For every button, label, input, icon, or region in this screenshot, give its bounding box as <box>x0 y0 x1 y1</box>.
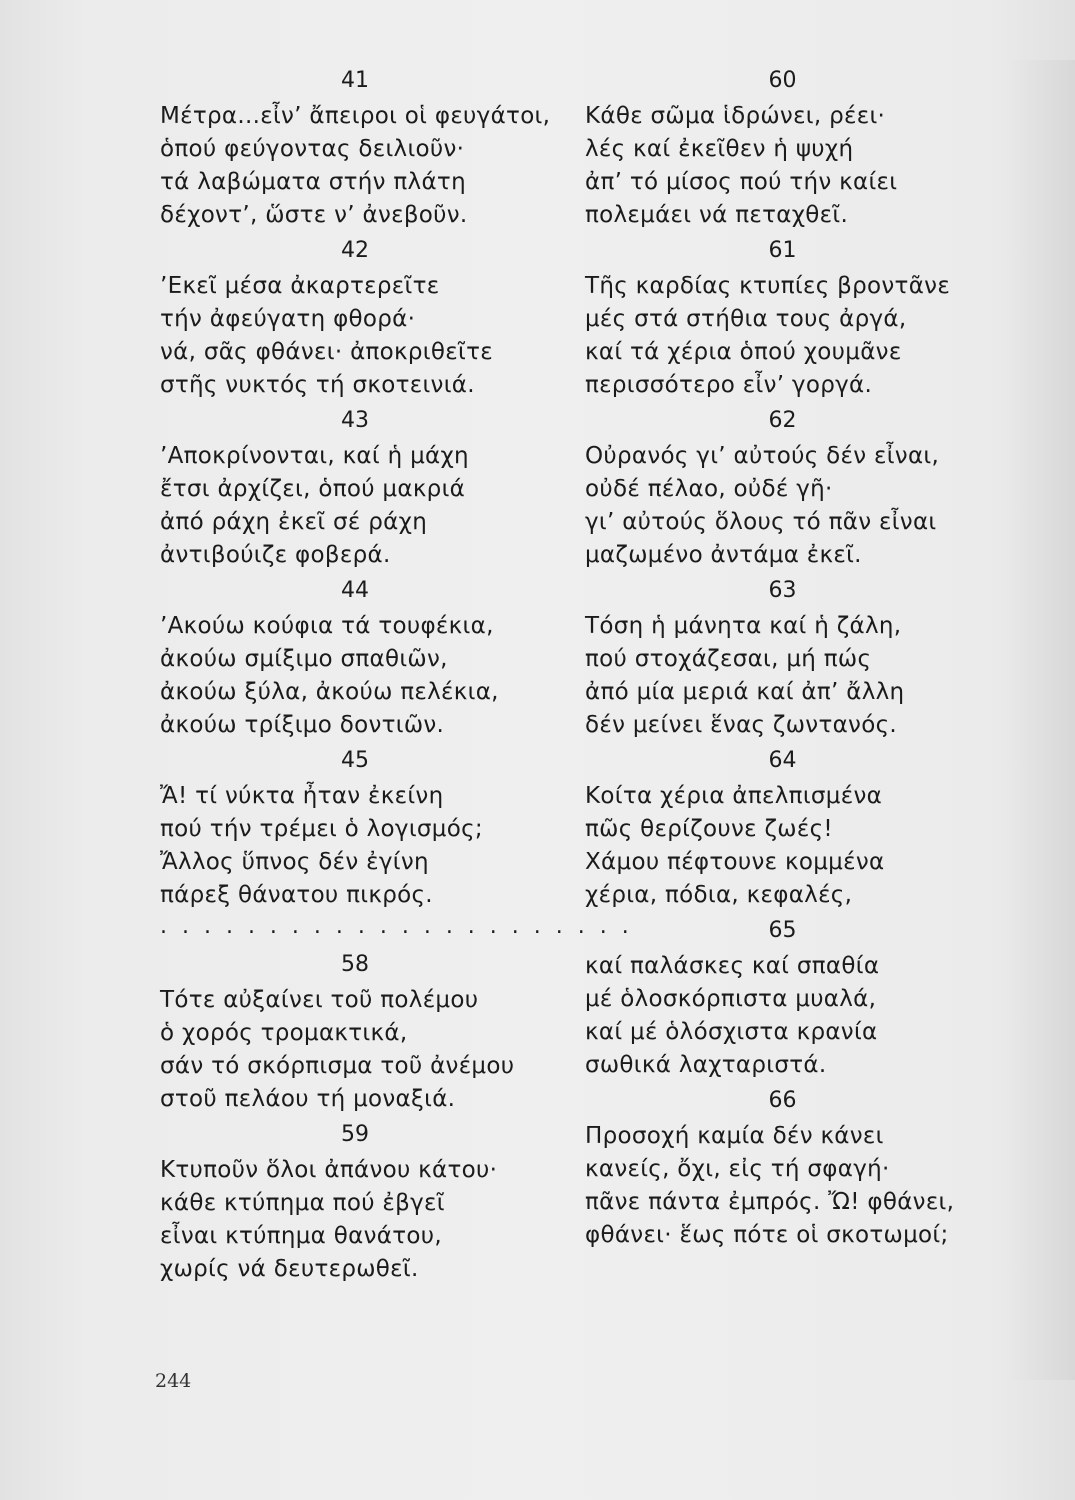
verse-line: ὁπού φεύγοντας δειλιοῦν· <box>160 136 465 162</box>
verse-line: σάν τό σκόρπισμα τοῦ ἀνέμου <box>160 1053 515 1079</box>
stanza <box>585 62 985 232</box>
verse-line: Ἄλλος ὕπνος δέν ἐγίνη <box>160 849 429 875</box>
stanza <box>160 62 570 232</box>
verse-line: καί τά χέρια ὁπού χουμᾶνε <box>585 339 902 365</box>
verse-line: Ἄ! τί νύκτα ἦταν ἐκείνη <box>160 783 444 809</box>
verse-line: περισσότερο εἶν’ γοργά. <box>585 372 873 398</box>
stanza <box>160 572 570 742</box>
verse-line: ἀκούω τρίξιμο δοντιῶν. <box>160 712 445 738</box>
stanza-number: 61 <box>768 238 797 263</box>
verse-line: ἀκούω ξύλα, ἀκούω πελέκια, <box>160 679 499 705</box>
stanza <box>160 402 570 572</box>
verse-line: ’Ακούω κούφια τά τουφέκια, <box>160 613 494 639</box>
verse-line: Προσοχή καμία δέν κάνει <box>585 1123 884 1149</box>
verse-line: οὐδέ πέλαο, οὐδέ γῆ· <box>585 476 833 502</box>
verse-line: καί μέ ὁλόσχιστα κρανία <box>585 1019 878 1045</box>
stanza <box>160 946 570 1116</box>
verse-line: πᾶνε πάντα ἐμπρός. Ὤ! φθάνει, <box>585 1189 955 1215</box>
left-column <box>160 62 633 1286</box>
verse-line: ’Εκεῖ μέσα ἀκαρτερεῖτε <box>160 273 440 299</box>
verse-line: φθάνει· ἕως πότε οἱ σκοτωμοί; <box>585 1222 949 1248</box>
stanza-number: 62 <box>768 408 797 433</box>
verse-line: σωθικά λαχταριστά. <box>585 1052 827 1078</box>
stanza-number: 42 <box>341 238 369 263</box>
verse-line: στοῦ πελάου τή μοναξιά. <box>160 1086 456 1112</box>
verse-line: πάρεξ θάνατου πικρός. <box>160 882 433 908</box>
stanza <box>585 402 985 572</box>
stanza <box>160 1116 570 1286</box>
verse-line: ἀπ’ τό μίσος πού τήν καίει <box>585 169 898 195</box>
verse-line: καί παλάσκες καί σπαθία <box>585 953 880 979</box>
verse-line: δέν μείνει ἕνας ζωντανός. <box>585 712 897 738</box>
stanza <box>585 1082 985 1252</box>
verse-line: μαζωμένο ἀντάμα ἐκεῖ. <box>585 542 862 568</box>
verse-line: ἔτσι ἀρχίζει, ὁπού μακριά <box>160 476 466 502</box>
stanza-number: 60 <box>768 68 797 93</box>
verse-line: εἶναι κτύπημα θανάτου, <box>160 1223 442 1249</box>
stanza <box>160 742 570 912</box>
verse-line: Τῆς καρδίας κτυπίες βροντᾶνε <box>585 273 951 299</box>
stanza-number: 41 <box>341 68 369 93</box>
verse-line: μές στά στήθια τους ἀργά, <box>585 306 907 332</box>
verse-line: πολεμάει νά πεταχθεῖ. <box>585 202 849 228</box>
verse-line: Κτυποῦν ὅλοι ἀπάνου κάτου· <box>160 1157 498 1183</box>
stanza <box>160 232 570 402</box>
verse-line: χέρια, πόδια, κεφαλές, <box>585 882 853 908</box>
verse-line: τήν ἀφεύγατη φθορά· <box>160 306 416 332</box>
page-number: 244 <box>155 1370 192 1392</box>
stanza-number: 44 <box>341 578 369 603</box>
verse-line: γι’ αὐτούς ὅλους τό πᾶν εἶναι <box>585 509 937 535</box>
stanza-number: 59 <box>341 1122 369 1147</box>
verse-line: δέχοντ’, ὥστε ν’ ἀνεβοῦν. <box>160 202 468 228</box>
stanza-number: 45 <box>341 748 369 773</box>
verse-line: Κάθε σῶμα ἱδρώνει, ρέει· <box>585 103 886 129</box>
ellipsis-separator: . . . . . . . . . . . . . . . . . . . . . . <box>160 914 633 939</box>
stanza <box>585 742 985 912</box>
verse-line: Μέτρα...εἶν’ ἄπειροι οἱ φευγάτοι, <box>160 103 551 129</box>
verse-line: Οὐρανός γι’ αὐτούς δέν εἶναι, <box>585 443 940 469</box>
stanza-number: 63 <box>768 578 797 603</box>
verse-line: ἀπό ράχη ἐκεῖ σέ ράχη <box>160 509 428 535</box>
stanza-number: 65 <box>768 918 797 943</box>
page-shadow <box>1005 60 1075 1380</box>
verse-line: πού στοχάζεσαι, μή πώς <box>585 646 872 672</box>
right-column <box>585 62 985 1252</box>
verse-line: Τότε αὐξαίνει τοῦ πολέμου <box>160 987 479 1013</box>
verse-line: χωρίς νά δευτερωθεῖ. <box>160 1256 419 1282</box>
verse-line: ’Αποκρίνονται, καί ἡ μάχη <box>160 443 469 469</box>
stanza-number: 66 <box>768 1088 797 1113</box>
verse-line: ὁ χορός τρομακτικά, <box>160 1020 408 1046</box>
stanza <box>585 912 985 1082</box>
stanza-number: 43 <box>341 408 369 433</box>
verse-line: πῶς θερίζουνε ζωές! <box>585 816 833 842</box>
stanza-number: 64 <box>768 748 797 773</box>
verse-line: πού τήν τρέμει ὁ λογισμός; <box>160 816 483 842</box>
verse-line: τά λαβώματα στήν πλάτη <box>160 169 466 195</box>
verse-line: στῆς νυκτός τή σκοτεινιά. <box>160 372 475 398</box>
verse-line: Κοίτα χέρια ἀπελπισμένα <box>585 783 883 809</box>
verse-line: μέ ὁλοσκόρπιστα μυαλά, <box>585 986 877 1012</box>
verse-line: λές καί ἐκεῖθεν ἡ ψυχή <box>585 136 854 162</box>
stanza-number: 58 <box>341 952 369 977</box>
stanza <box>585 232 985 402</box>
stanza <box>585 572 985 742</box>
verse-line: κανείς, ὄχι, εἰς τή σφαγή· <box>585 1156 890 1182</box>
verse-line: κάθε κτύπημα πού ἐβγεῖ <box>160 1190 445 1216</box>
verse-line: ἀντιβούιζε φοβερά. <box>160 542 391 568</box>
verse-line: ἀπό μία μεριά καί ἀπ’ ἄλλη <box>585 679 905 705</box>
verse-line: νά, σᾶς φθάνει· ἀποκριθεῖτε <box>160 339 493 365</box>
verse-line: ἀκούω σμίξιμο σπαθιῶν, <box>160 646 448 672</box>
verse-line: Χάμου πέφτουνε κομμένα <box>585 849 885 875</box>
verse-line: Τόση ἡ μάνητα καί ἡ ζάλη, <box>585 613 902 639</box>
